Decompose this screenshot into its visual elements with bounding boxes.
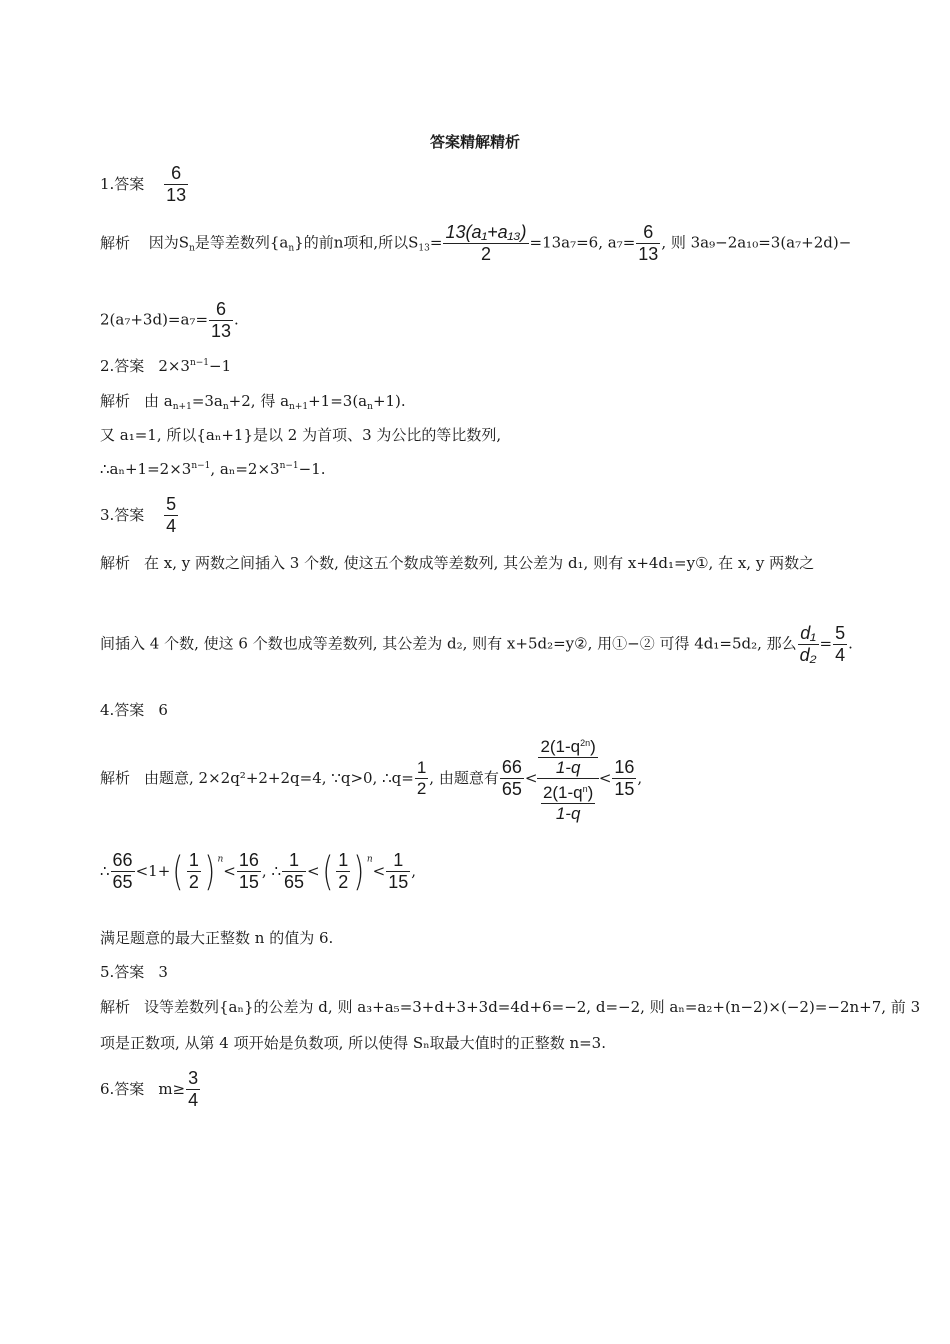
q5-answer: 5.答案 3 bbox=[100, 963, 168, 981]
q2-analysis-line2: 又 a₁=1, 所以{aₙ+1}是以 2 为首项、3 为公比的等比数列, bbox=[100, 426, 502, 444]
q1-answer bbox=[100, 163, 189, 206]
frac-66-65: $\frac{66}{65}$ bbox=[112, 850, 133, 892]
q3-analysis-line2: 间插入 4 个数, 使这 6 个数也成等差数列, 其公差为 d₂, 则有 x+5d₂=y②, 用①−② 可得 4d₁=5d₂, 那么 $\frac{\text{d₁}}{\text{d₂}}$ = $\frac{5}{4}$ . bbox=[100, 623, 853, 665]
q5-analysis-line2: 项是正数项, 从第 4 项开始是负数项, 所以使得 Sₙ取最大值时的正整数 n=3. bbox=[100, 1034, 606, 1052]
half-fraction: $\frac{1}{2}$ bbox=[416, 758, 427, 798]
frac-16-15: $\frac{16}{15}$ bbox=[238, 850, 259, 892]
q4-analysis-line2: ∴ $\frac{66}{65}$ <1+( $\frac{1}{2}$ ) $^n$< $\frac{16}{15}$ , ∴ $\frac{1}{65}$ <( $\frac{1}{2}$ ) $^n$< $\frac{1}{15}$ , bbox=[100, 848, 417, 895]
q2-analysis-line1: 解析 由 $a_{n+1}=3a_n+2$, 得 $a_{n+1}+1=3(a_n+1)$. bbox=[100, 392, 406, 412]
analysis-label: 解析 bbox=[100, 233, 131, 252]
q5-analysis-line1: 解析 设等差数列{aₙ}的公差为 d, 则 a₃+a₅=3+d+3+3d=4d+6=−2, d=−2, 则 aₙ=a₂+(n−2)×(−2)=−2n+7, 前 3 bbox=[100, 998, 921, 1016]
q1-analysis-line2: 2(a₇+3d)=a₇= $\frac{6}{13}$ . bbox=[100, 299, 239, 341]
q4-answer: 4.答案 6 bbox=[100, 701, 168, 719]
answer-fraction: $\frac{6}{13}$ bbox=[166, 163, 187, 205]
a7-fraction: $\frac{6}{13}$ bbox=[638, 222, 659, 264]
ratio-value-fraction: $\frac{5}{4}$ bbox=[835, 623, 846, 665]
half-fraction: $\frac{1}{2}$ bbox=[188, 850, 199, 892]
q1-analysis-line1: 解析 因为$S_n$是等差数列$\{a_n\}$的前n项和,所以$S_{13}=$ $\frac{\text{13(a₁+a₁₃)}}{2}$ =13a₇=6, a₇= $\frac{6}{13}$ , 则 3a₉−2a₁₀=3(a₇+2d)− bbox=[100, 222, 852, 264]
q3-answer: 3.答案 $\frac{5}{4}$ bbox=[100, 494, 177, 536]
answer-fraction: $\frac{3}{4}$ bbox=[188, 1068, 199, 1110]
frac-1-15: $\frac{1}{15}$ bbox=[388, 850, 409, 892]
result-fraction: $\frac{6}{13}$ bbox=[211, 299, 232, 341]
d-ratio-fraction: $\frac{\text{d₁}}{\text{d₂}}$ bbox=[799, 623, 817, 665]
ratio-16-15: $\frac{16}{15}$ bbox=[614, 757, 635, 799]
q2-analysis-line3: $\therefore a_n+1=2\times 3^{n-1}$, $a_n=2\times 3^{n-1}-1$. bbox=[100, 460, 326, 478]
half-fraction-2: $\frac{1}{2}$ bbox=[338, 850, 349, 892]
page-title: 答案精解精析 bbox=[429, 133, 520, 151]
q4-analysis-line1: 解析 由题意, 2×2q²+2+2q=4, ∵q>0, ∴q= $\frac{1}{2}$ , 由题意有 $\frac{66}{65}$ < $\frac{\frac{2(1-q^{2n})}{1-q}}{\frac{2(1-q^n)}{1-q}}$ < $\frac{16}{15}$ , bbox=[100, 733, 642, 824]
q4-analysis-line3: 满足题意的最大正整数 n 的值为 6. bbox=[100, 929, 334, 947]
sum-fraction: $\frac{\text{13(a₁+a₁₃)}}{2}$ bbox=[445, 222, 527, 264]
q2-answer: 2.答案 $2\times 3^{n-1}-1$ bbox=[100, 357, 232, 375]
compound-fraction: $\frac{\frac{2(1-q^{2n})}{1-q}}{\frac{2(1-q^n)}{1-q}}$ bbox=[537, 733, 598, 824]
q6-answer: 6.答案 m≥ $\frac{3}{4}$ bbox=[100, 1068, 199, 1110]
frac-1-65: $\frac{1}{65}$ bbox=[284, 850, 305, 892]
ratio-66-65: $\frac{66}{65}$ bbox=[501, 757, 522, 799]
answer-fraction: $\frac{5}{4}$ bbox=[166, 494, 177, 536]
q3-analysis-line1: 解析 在 x, y 两数之间插入 3 个数, 使这五个数成等差数列, 其公差为 d₁, 则有 x+4d₁=y①, 在 x, y 两数之 bbox=[100, 554, 815, 572]
answer-label: 1.答案 bbox=[100, 174, 145, 193]
